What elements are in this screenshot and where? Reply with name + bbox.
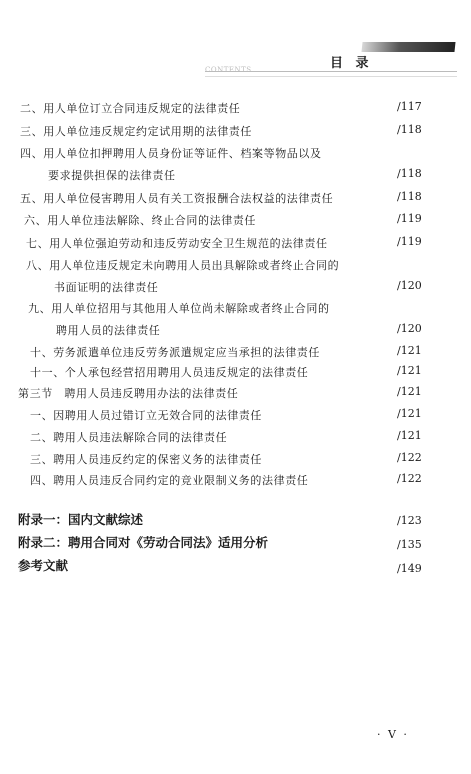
toc-entry-page: /120 (397, 322, 422, 335)
toc-entry-text: 聘用人员的法律责任 (56, 324, 161, 337)
toc-entry-text: 六、用人单位违法解除、终止合同的法律责任 (24, 214, 256, 227)
toc-entry-page: /118 (397, 190, 422, 203)
toc-entry-text: 五、用人单位侵害聘用人员有关工资报酬合法权益的法律责任 (20, 192, 334, 205)
toc-entry-page: /119 (397, 235, 422, 248)
appendix-heading: 附录一：国内文献综述 (18, 512, 144, 527)
toc-entry-text: 四、用人单位扣押聘用人员身份证等证件、档案等物品以及 (20, 147, 322, 160)
page-subtitle: CONTENTS (205, 66, 252, 74)
page-number: · V · (377, 728, 409, 741)
toc-entry-page: /120 (397, 279, 422, 292)
page-title: 目 录 (330, 56, 373, 71)
toc-entry-page: /149 (397, 562, 422, 575)
header-rule (205, 71, 457, 77)
toc-entry-text: 七、用人单位强迫劳动和违反劳动安全卫生规范的法律责任 (26, 237, 328, 250)
toc-entry-text: 九、用人单位招用与其他用人单位尚未解除或者终止合同的 (28, 302, 330, 315)
toc-entry-text: 十、劳务派遣单位违反劳务派遣规定应当承担的法律责任 (30, 346, 320, 359)
toc-entry-page: /117 (397, 100, 422, 113)
toc-entry-page: /118 (397, 167, 422, 180)
toc-entry-page: /123 (397, 514, 422, 527)
toc-entry-page: /118 (397, 123, 422, 136)
section-heading: 第三节 聘用人员违反聘用办法的法律责任 (18, 387, 239, 400)
toc-entry-page: /121 (397, 385, 422, 398)
toc-entry-page: /121 (397, 344, 422, 357)
toc-entry-page: /121 (397, 364, 422, 377)
toc-entry-page: /121 (397, 407, 422, 420)
toc-entry-text: 十一、个人承包经营招用聘用人员违反规定的法律责任 (30, 366, 309, 379)
toc-entry-page: /122 (397, 451, 422, 464)
toc-entry-page: /122 (397, 472, 422, 485)
toc-entry-text: 二、聘用人员违法解除合同的法律责任 (30, 431, 228, 444)
toc-entry-text: 四、聘用人员违反合同约定的竞业限制义务的法律责任 (30, 474, 309, 487)
appendix-heading: 附录二：聘用合同对《劳动合同法》适用分析 (18, 535, 269, 550)
toc-entry-text: 三、聘用人员违反约定的保密义务的法律责任 (30, 453, 262, 466)
header-decoration-bar (361, 42, 455, 52)
toc-entry-page: /135 (397, 538, 422, 551)
toc-entry-page: /121 (397, 429, 422, 442)
toc-entry-text: 书面证明的法律责任 (54, 281, 159, 294)
toc-entry-text: 一、因聘用人员过错订立无效合同的法律责任 (30, 409, 262, 422)
toc-entry-text: 二、用人单位订立合同违反规定的法律责任 (20, 102, 241, 115)
toc-entry-page: /119 (397, 212, 422, 225)
toc-entry-text: 八、用人单位违反规定未向聘用人员出具解除或者终止合同的 (26, 259, 340, 272)
references-heading: 参考文献 (18, 558, 69, 573)
toc-entry-text: 三、用人单位违反规定约定试用期的法律责任 (20, 125, 252, 138)
toc-entry-text: 要求提供担保的法律责任 (48, 169, 176, 182)
